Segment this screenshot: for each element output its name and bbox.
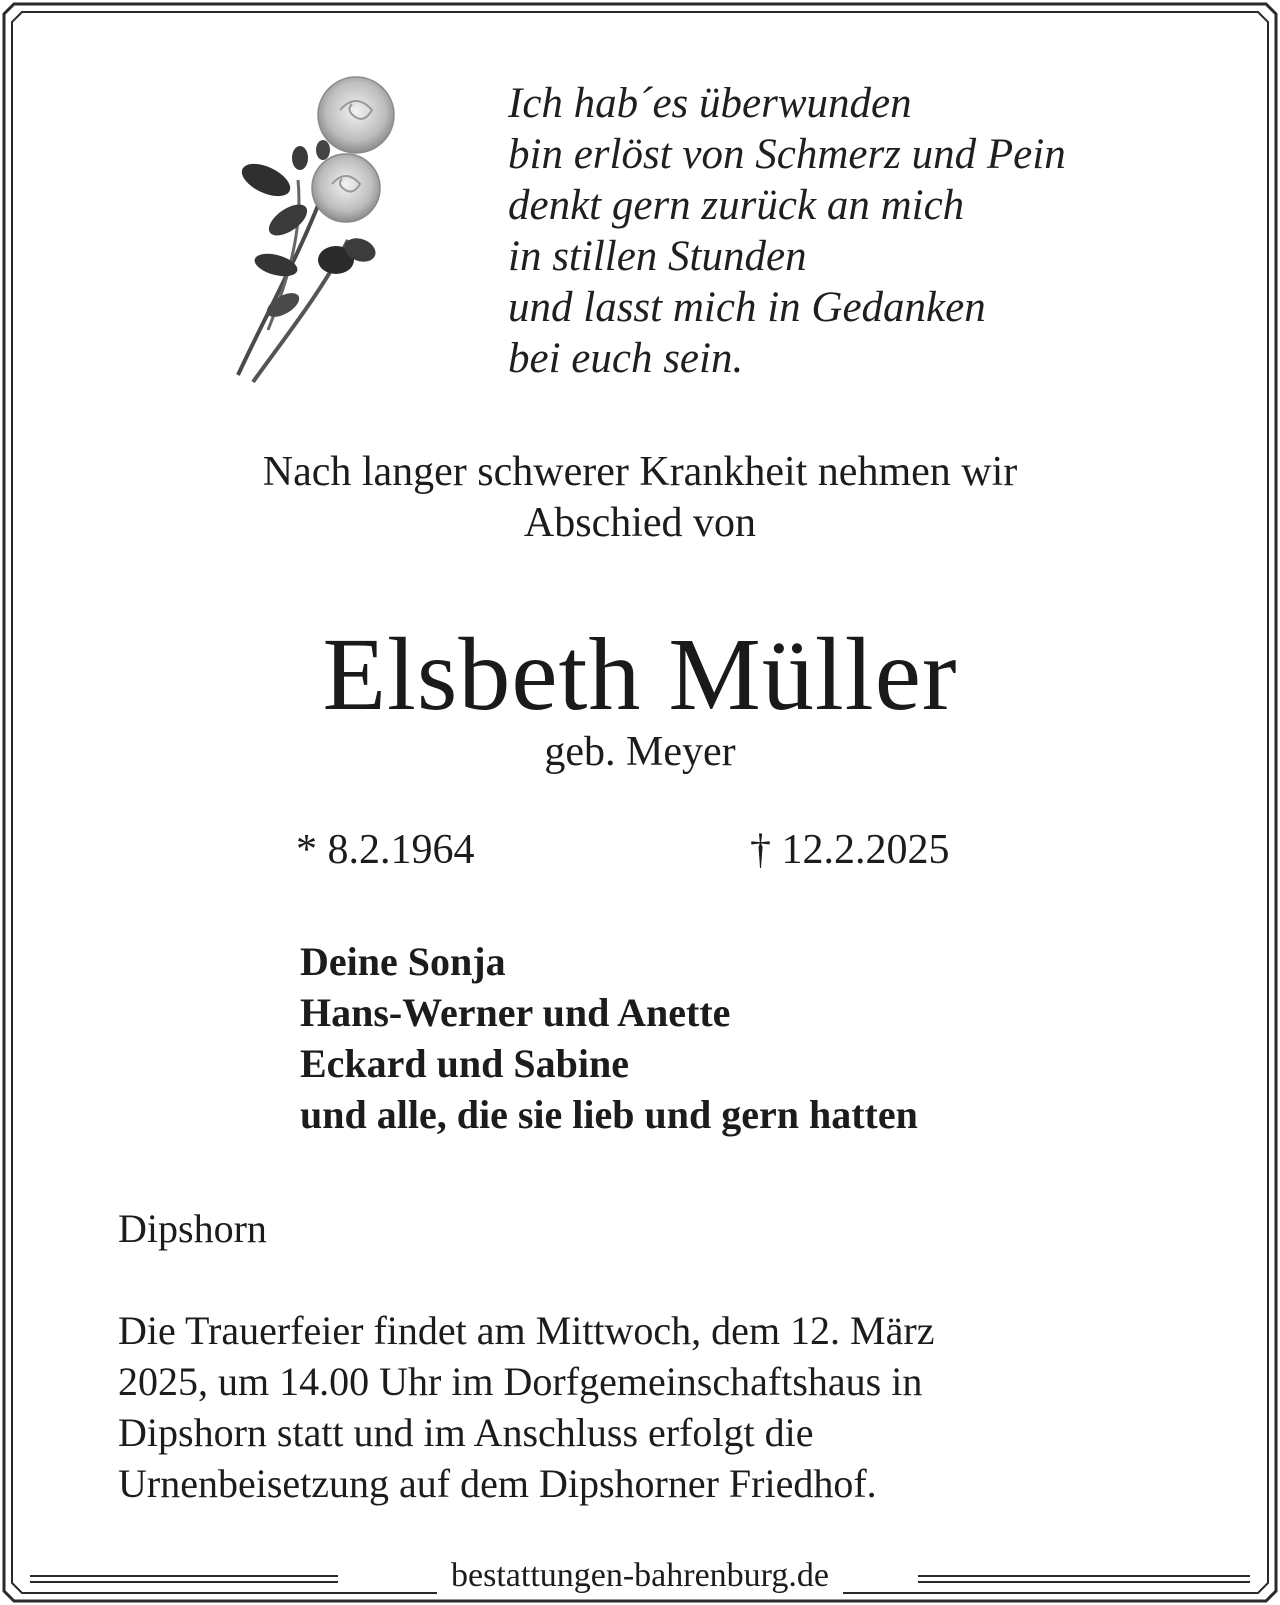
poem-line: in stillen Stunden (508, 233, 807, 280)
ceremony-line: 2025, um 14.00 Uhr im Dorfgemeinschaftshaus in (118, 1359, 923, 1404)
mourner-line: Hans-Werner und Anette (300, 990, 731, 1035)
footer (0, 1556, 1280, 1596)
deceased-name: Elsbeth Müller (322, 617, 958, 732)
ceremony-line: Urnenbeisetzung auf dem Dipshorner Friedhof. (118, 1461, 877, 1506)
poem-line: bei euch sein. (508, 335, 744, 382)
intro-line-2: Abschied von (523, 500, 757, 546)
birth-date: * 8.2.1964 (296, 827, 475, 873)
intro-text (0, 447, 1280, 549)
roses-icon (228, 70, 428, 390)
maiden-name: geb. Meyer (544, 729, 736, 775)
intro-line-1: Nach langer schwerer Krankheit nehmen wir (262, 449, 1018, 495)
mourners-list (300, 936, 918, 1140)
ceremony-notice (118, 1305, 934, 1509)
mourner-line: und alle, die sie lieb und gern hatten (300, 1092, 918, 1137)
death-date: † 12.2.2025 (750, 827, 950, 873)
poem-line: Ich hab´es überwunden (508, 80, 912, 127)
footer-website: bestattungen-bahrenburg.de (437, 1557, 843, 1594)
poem (508, 78, 1066, 384)
poem-line: und lasst mich in Gedanken (508, 284, 986, 331)
poem-line: bin erlöst von Schmerz und Pein (508, 131, 1066, 178)
mourner-line: Eckard und Sabine (300, 1041, 630, 1086)
poem-line: denkt gern zurück an mich (508, 182, 965, 229)
ceremony-line: Dipshorn statt und im Anschluss erfolgt die (118, 1410, 814, 1455)
place-name: Dipshorn (118, 1206, 267, 1251)
ceremony-line: Die Trauerfeier findet am Mittwoch, dem 12. März (118, 1308, 935, 1353)
mourner-line: Deine Sonja (300, 939, 506, 984)
